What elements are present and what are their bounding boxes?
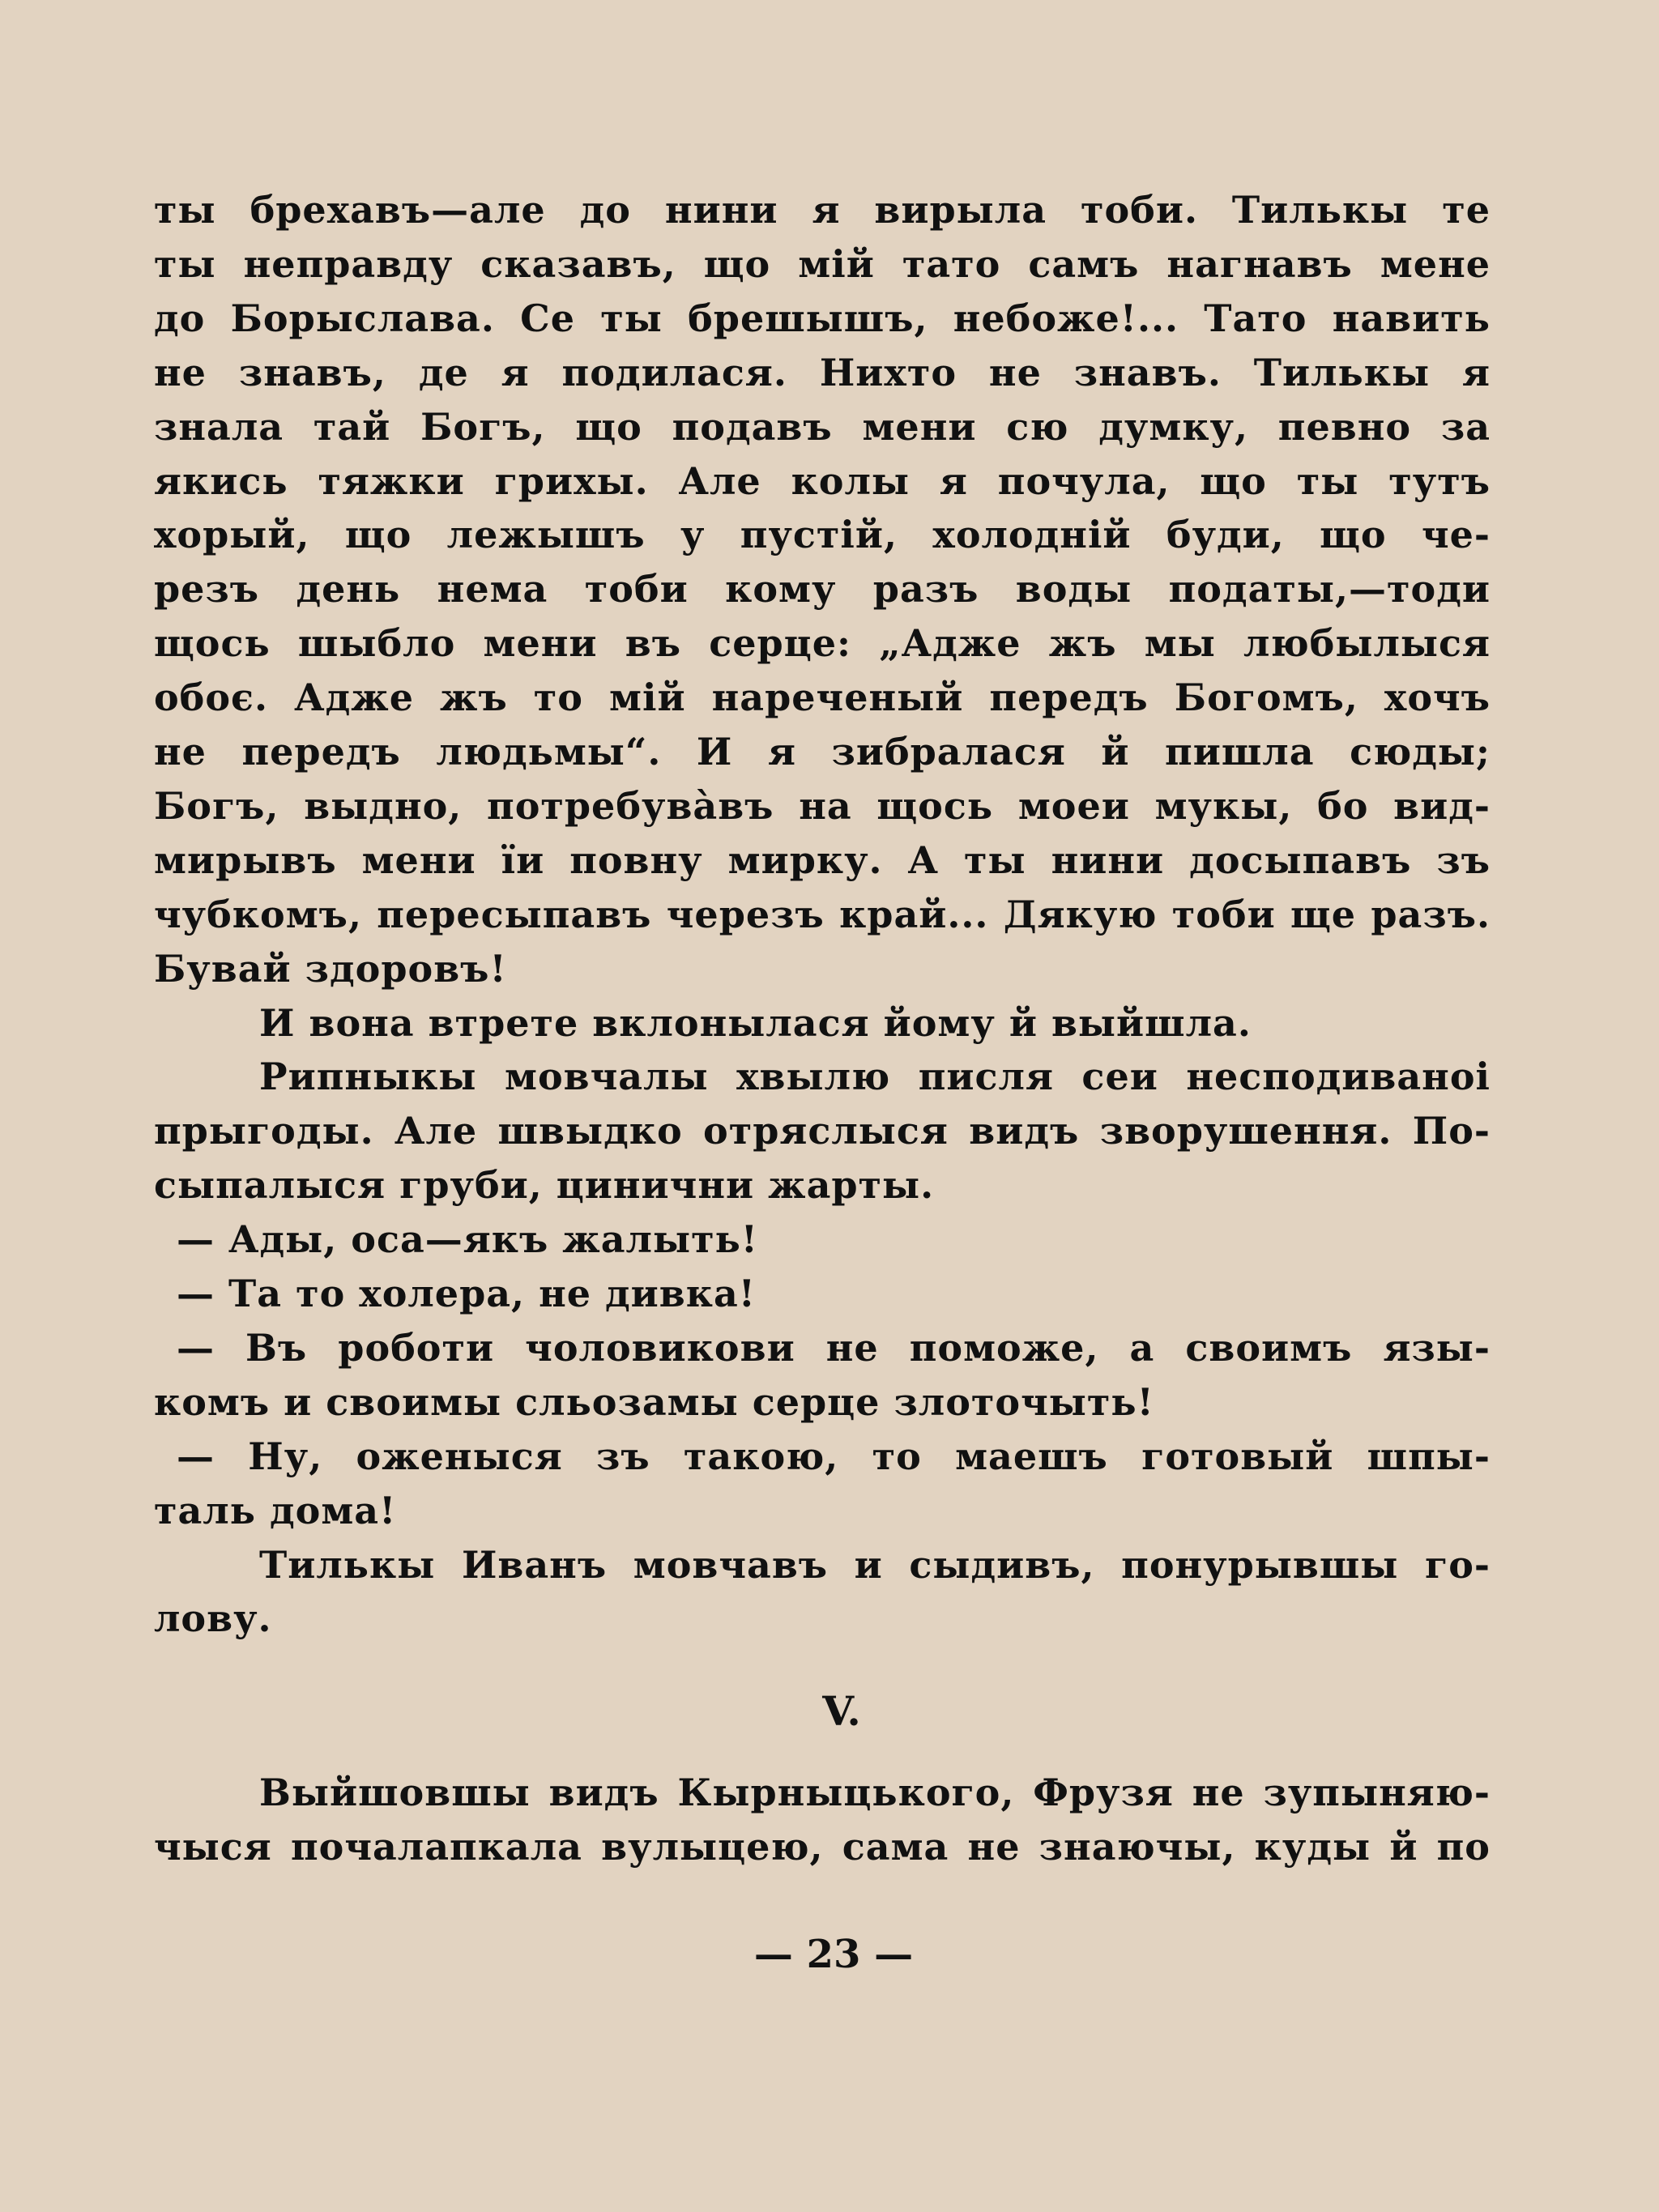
text-line: Рипныкы мовчалы хвылю писля сеи несподиваноi [259, 1055, 1491, 1098]
text-line: обоє. Адже жъ то мій нареченый передъ Богомъ, хочъ [154, 676, 1491, 719]
text-line: лову. [154, 1596, 272, 1640]
text-line: якись тяжки грихы. Але колы я почула, що ты тутъ [154, 459, 1491, 503]
text-line: хорый, що лежышъ у пустій, холодній буди, що че- [154, 513, 1491, 556]
text-line: чубкомъ, пересыпавъ черезъ край... Дякую тоби ще разъ. [154, 893, 1491, 936]
text-line: ты брехавъ—але до нини я вирыла тоби. Тилькы те [154, 188, 1491, 232]
text-line: — Въ роботи чоловикови не поможе, а своимъ язы- [177, 1326, 1491, 1370]
text-line: мирывъ мени ïи повну мирку. А ты нини досыпавъ зъ [154, 838, 1491, 882]
text-line: — Та то холера, не дивка! [177, 1272, 756, 1315]
text-line: до Борыслава. Се ты брешышъ, небоже!... Тато навить [154, 296, 1491, 340]
text-line: И вона втрете вклонылася йому й выйшла. [259, 1001, 1252, 1045]
text-line: щось шыбло мени въ серце: „Адже жъ мы любылыся [154, 621, 1491, 665]
text-line: знала тай Богъ, що подавъ мени сю думку, певно за [154, 405, 1491, 449]
text-line: — Ады, оса—якъ жалыть! [177, 1217, 758, 1261]
text-line: Выйшовшы видъ Кырныцького, Фрузя не зупыняю- [259, 1771, 1491, 1814]
text-line: — Ну, оженыся зъ такою, то маешъ готовый шпы- [177, 1434, 1491, 1478]
text-line: прыгоды. Але швыдко отряслыся видъ зворушення. По- [154, 1109, 1491, 1153]
text-line: Богъ, выдно, потребувàвъ на щось моеи мукы, бо вид- [154, 784, 1491, 828]
text-line: Тилькы Иванъ мовчавъ и сыдивъ, понурывшы го- [259, 1543, 1491, 1587]
text-line: Бувай здоровъ! [154, 947, 507, 991]
text-line: не передъ людьмы“. И я зибралася й пишла сюды; [154, 730, 1491, 774]
text-line: чыся почалапкала вулыцею, сама не знаючы, куды й по [154, 1825, 1491, 1869]
page-number: — 23 — [753, 1932, 914, 1977]
text-line: ты неправду сказавъ, що мій тато самъ нагнавъ мене [154, 242, 1491, 286]
text-line: сыпалыся груби, цинични жарты. [154, 1163, 935, 1207]
text-line: не знавъ, де я подилася. Нихто не знавъ. Тилькы я [154, 351, 1491, 394]
text-line: комъ и своимы сльозамы серце злоточыть! [154, 1380, 1154, 1424]
text-line: таль дома! [154, 1489, 397, 1532]
text-line: резъ день нема тоби кому разъ воды податы,—тоди [154, 567, 1491, 611]
section-heading: V. [822, 1687, 861, 1735]
